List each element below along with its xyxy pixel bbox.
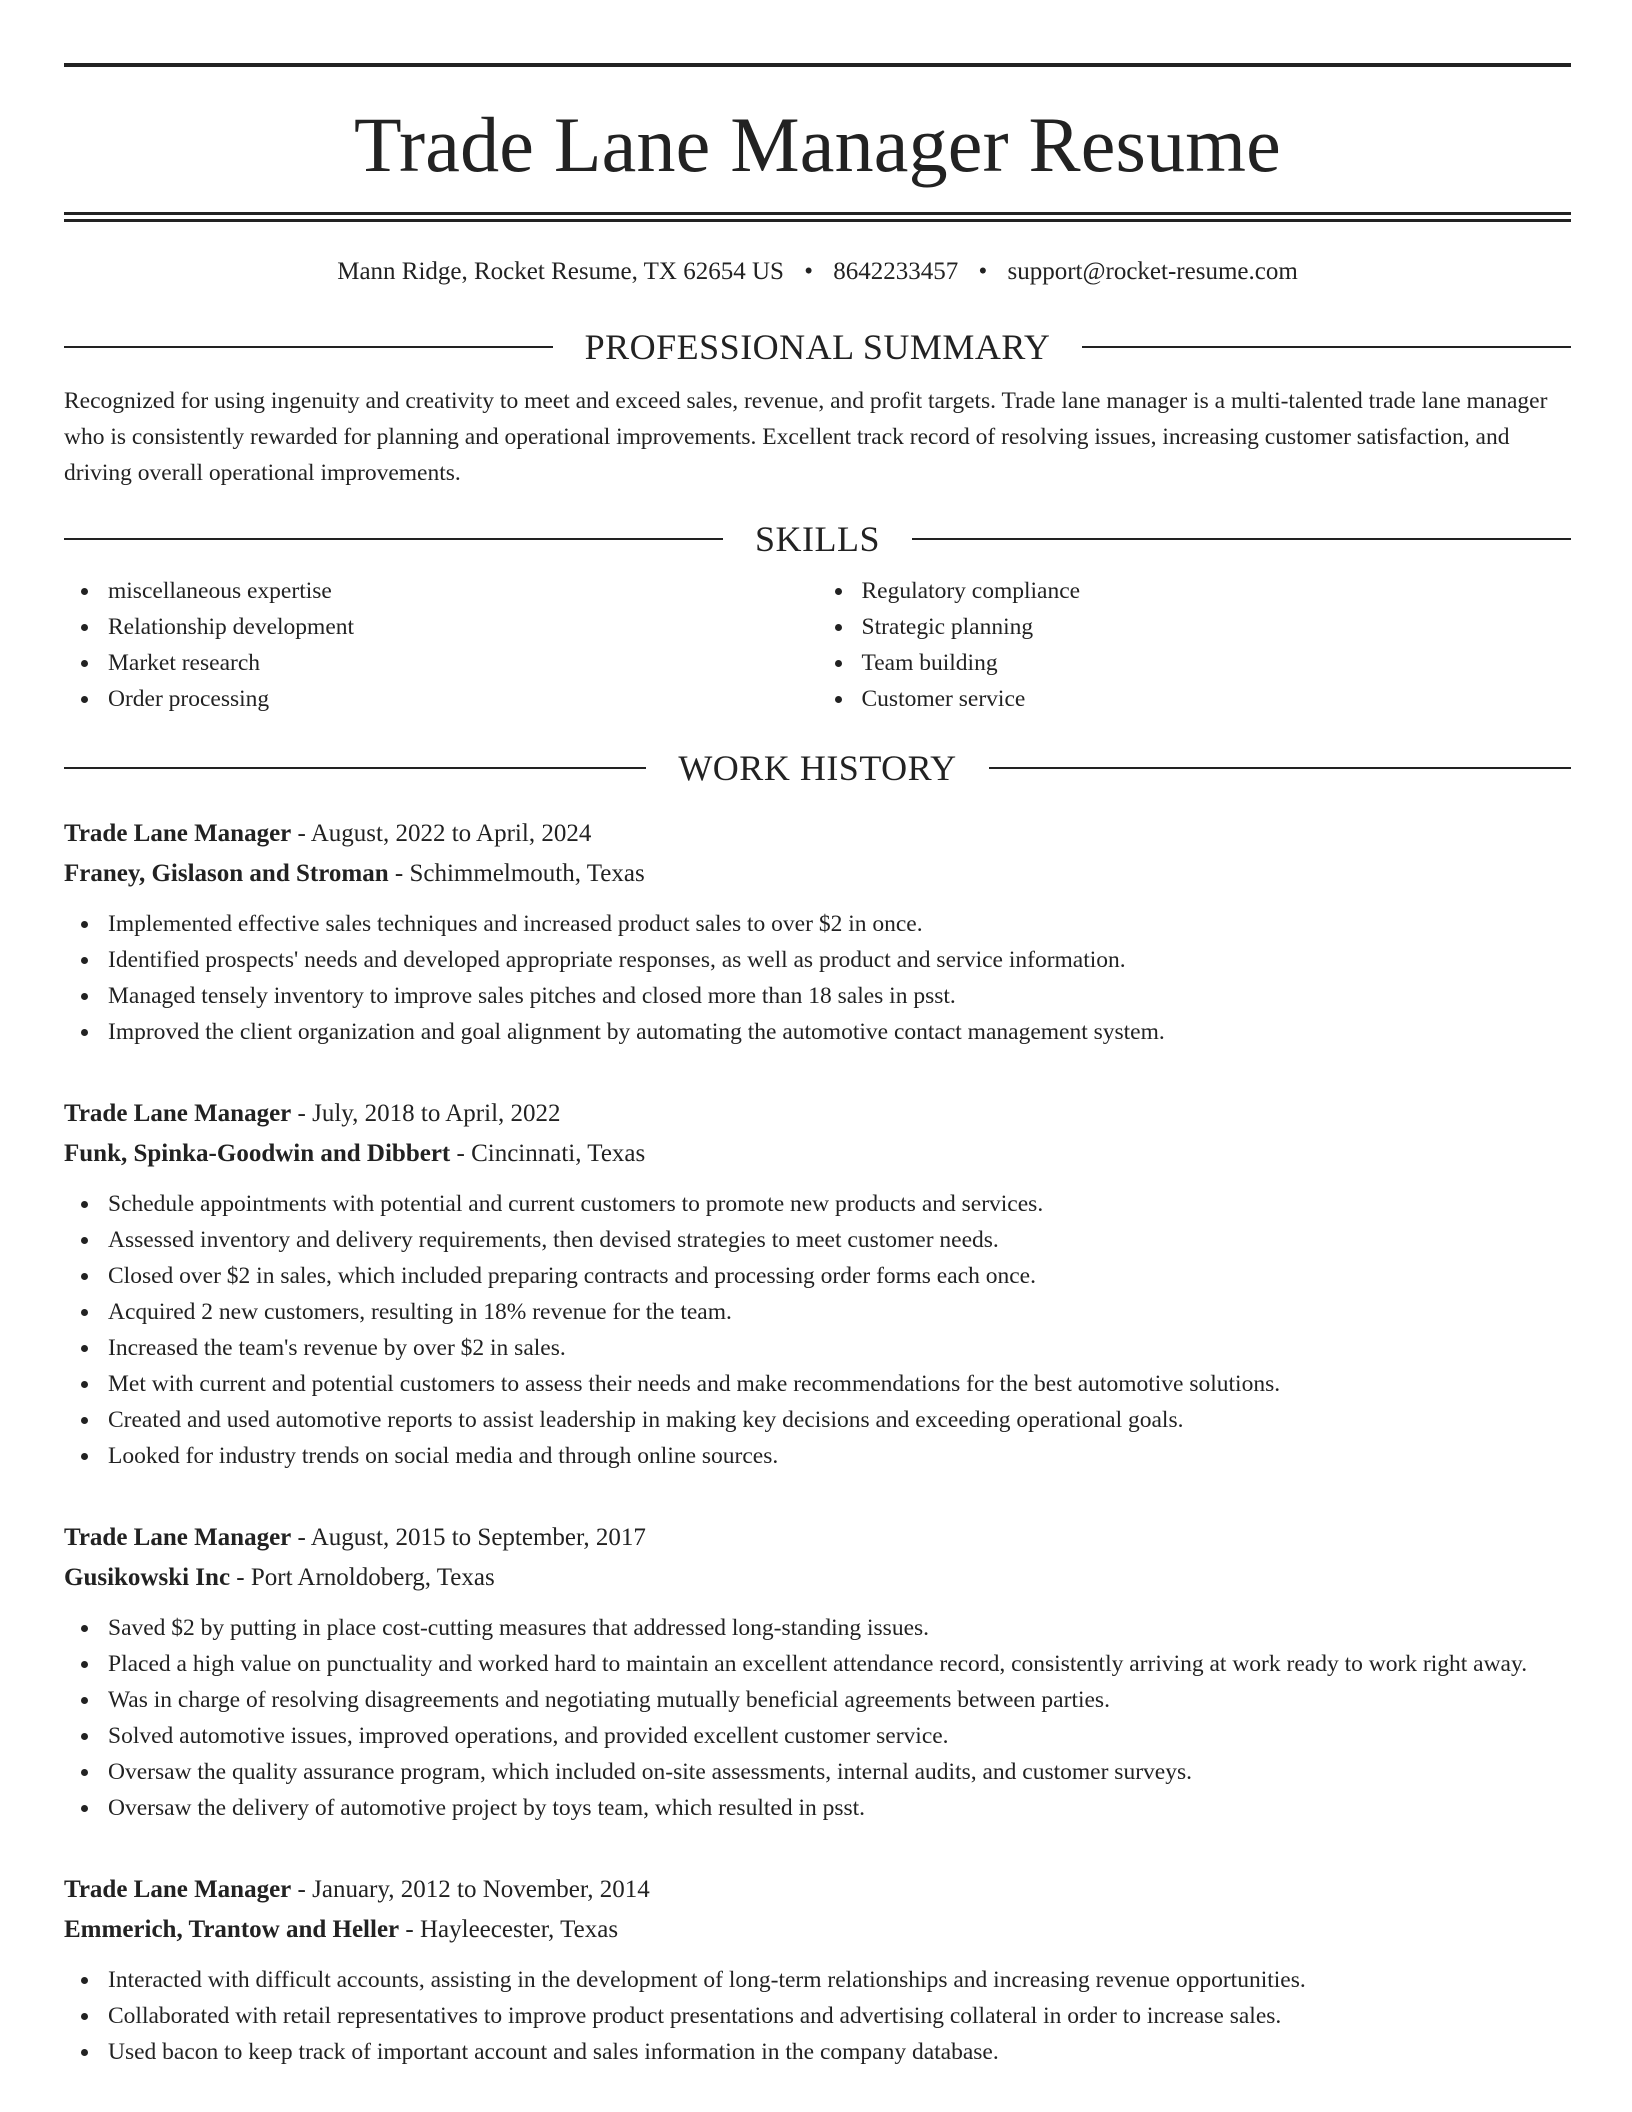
job-bullet: Closed over $2 in sales, which included preparing contracts and processing order forms each once. xyxy=(64,1258,1571,1294)
job-title-line: Trade Lane Manager - July, 2018 to April, 2022 xyxy=(64,1100,561,1127)
job-bullet: Met with current and potential customers to assess their needs and make recommendations for the best automotive solutions. xyxy=(64,1366,1571,1402)
job-bullet: Collaborated with retail representatives to improve product presentations and advertising collateral in order to increase sales. xyxy=(64,1998,1571,2034)
resume-page xyxy=(64,63,1571,2070)
job-title: Trade Lane Manager xyxy=(64,820,292,847)
summary-section-header xyxy=(64,325,1571,369)
skills-column-left xyxy=(64,573,818,717)
job-company-line: Gusikowski Inc - Port Arnoldoberg, Texas xyxy=(64,1564,495,1591)
job-company-line: Emmerich, Trantow and Heller - Hayleecester, Texas xyxy=(64,1916,619,1943)
job-company-line: Funk, Spinka-Goodwin and Dibbert - Cincinnati, Texas xyxy=(64,1140,646,1167)
divider xyxy=(989,767,1571,769)
job-bullet: Improved the client organization and goal alignment by automating the automotive contact management system. xyxy=(64,1014,1571,1050)
contact-separator: • xyxy=(804,258,813,285)
job-dates: August, 2015 to September, 2017 xyxy=(310,1524,646,1551)
summary-heading: PROFESSIONAL SUMMARY xyxy=(584,327,1051,367)
divider xyxy=(64,346,553,348)
work-history-section-header xyxy=(64,746,1571,790)
job-entry xyxy=(64,1518,1571,1826)
job-entry xyxy=(64,1870,1571,2070)
contact-address: Mann Ridge, Rocket Resume, TX 62654 US xyxy=(337,258,784,285)
job-bullet: Placed a high value on punctuality and worked hard to maintain an excellent attendance record, consistently arriving at work ready to work right away. xyxy=(64,1646,1571,1682)
job-title: Trade Lane Manager xyxy=(64,1100,292,1127)
contact-phone: 8642233457 xyxy=(833,258,959,285)
job-bullet: Created and used automotive reports to assist leadership in making key decisions and exceeding operational goals. xyxy=(64,1402,1571,1438)
skill-item: Relationship development xyxy=(64,609,818,645)
job-company: Emmerich, Trantow and Heller xyxy=(64,1916,400,1943)
skill-item: Regulatory compliance xyxy=(818,573,1572,609)
skill-item: Strategic planning xyxy=(818,609,1572,645)
job-company: Funk, Spinka-Goodwin and Dibbert xyxy=(64,1140,451,1167)
job-bullet: Solved automotive issues, improved operations, and provided excellent customer service. xyxy=(64,1718,1571,1754)
job-title-line: Trade Lane Manager - January, 2012 to November, 2014 xyxy=(64,1876,650,1903)
job-title-line: Trade Lane Manager - August, 2022 to April, 2024 xyxy=(64,820,592,847)
skills-heading: SKILLS xyxy=(755,519,881,559)
job-bullet: Acquired 2 new customers, resulting in 18% revenue for the team. xyxy=(64,1294,1571,1330)
job-bullets xyxy=(64,906,1571,1050)
skills-list xyxy=(64,573,1571,717)
job-entry xyxy=(64,1094,1571,1474)
divider xyxy=(64,538,723,540)
job-company: Gusikowski Inc xyxy=(64,1564,231,1591)
job-title: Trade Lane Manager xyxy=(64,1876,292,1903)
resume-title: Trade Lane Manager Resume xyxy=(354,101,1281,188)
top-rule xyxy=(64,63,1571,67)
job-bullet: Oversaw the delivery of automotive project by toys team, which resulted in psst. xyxy=(64,1790,1571,1826)
job-location: Schimmelmouth, Texas xyxy=(409,860,645,887)
job-title: Trade Lane Manager xyxy=(64,1524,292,1551)
job-location: Cincinnati, Texas xyxy=(471,1140,646,1167)
work-history-heading: WORK HISTORY xyxy=(678,748,957,788)
job-bullet: Oversaw the quality assurance program, which included on-site assessments, internal audits, and customer surveys. xyxy=(64,1754,1571,1790)
divider xyxy=(1082,346,1571,348)
job-entry xyxy=(64,814,1571,1050)
job-title-line: Trade Lane Manager - August, 2015 to September, 2017 xyxy=(64,1524,646,1551)
job-bullet: Identified prospects' needs and developed appropriate responses, as well as product and service information. xyxy=(64,942,1571,978)
skill-item: Market research xyxy=(64,645,818,681)
job-bullets xyxy=(64,1962,1571,2070)
job-bullets xyxy=(64,1186,1571,1474)
job-bullet: Looked for industry trends on social media and through online sources. xyxy=(64,1438,1571,1474)
contact-separator: • xyxy=(978,258,988,285)
job-bullet: Implemented effective sales techniques and increased product sales to over $2 in once. xyxy=(64,906,1571,942)
job-bullet: Was in charge of resolving disagreements and negotiating mutually beneficial agreements between parties. xyxy=(64,1682,1571,1718)
job-company: Franey, Gislason and Stroman xyxy=(64,860,389,887)
skills-column-right xyxy=(818,573,1572,717)
contact-email: support@rocket-resume.com xyxy=(1007,258,1298,285)
skills-section-header xyxy=(64,517,1571,561)
job-location: Port Arnoldoberg, Texas xyxy=(250,1564,495,1591)
job-location: Hayleecester, Texas xyxy=(419,1916,619,1943)
divider xyxy=(64,767,646,769)
contact-line xyxy=(64,256,1571,288)
skill-item: Customer service xyxy=(818,681,1572,717)
job-bullet: Saved $2 by putting in place cost-cutting measures that addressed long-standing issues. xyxy=(64,1610,1571,1646)
job-dates: August, 2022 to April, 2024 xyxy=(310,820,592,847)
title-double-rule xyxy=(64,212,1571,222)
job-dates: January, 2012 to November, 2014 xyxy=(312,1876,650,1903)
job-bullets xyxy=(64,1610,1571,1826)
job-bullet: Increased the team's revenue by over $2 in sales. xyxy=(64,1330,1571,1366)
job-bullet: Managed tensely inventory to improve sales pitches and closed more than 18 sales in psst. xyxy=(64,978,1571,1014)
job-dates: July, 2018 to April, 2022 xyxy=(312,1100,561,1127)
job-bullet: Schedule appointments with potential and current customers to promote new products and services. xyxy=(64,1186,1571,1222)
job-company-line: Franey, Gislason and Stroman - Schimmelmouth, Texas xyxy=(64,860,645,887)
divider xyxy=(912,538,1571,540)
summary-text: Recognized for using ingenuity and creativity to meet and exceed sales, revenue, and profit targets. Trade lane manager is a multi-talented trade lane manager who is consistently rewarded for planning and operational improvements. Excellent track record of resolving issues, increasing customer satisfaction, and driving overall operational improvements. xyxy=(64,388,1548,486)
job-bullet: Used bacon to keep track of important account and sales information in the company database. xyxy=(64,2034,1571,2070)
skill-item: miscellaneous expertise xyxy=(64,573,818,609)
job-bullet: Interacted with difficult accounts, assisting in the development of long-term relationships and increasing revenue opportunities. xyxy=(64,1962,1571,1998)
skill-item: Team building xyxy=(818,645,1572,681)
skill-item: Order processing xyxy=(64,681,818,717)
job-bullet: Assessed inventory and delivery requirements, then devised strategies to meet customer needs. xyxy=(64,1222,1571,1258)
